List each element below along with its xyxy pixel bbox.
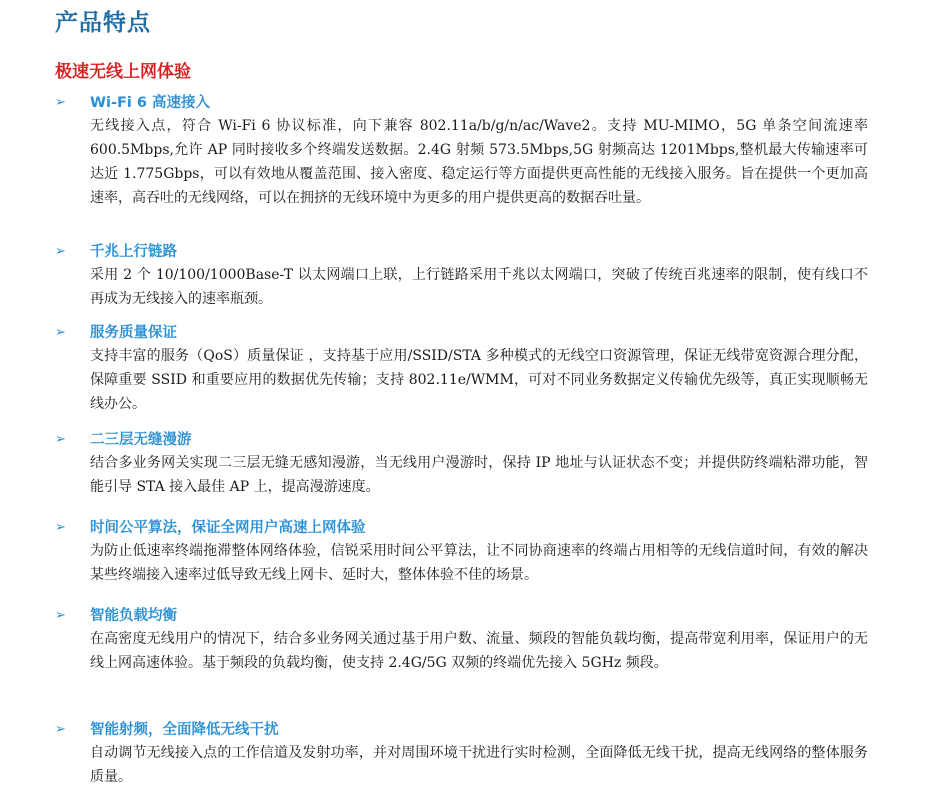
bullet-arrow-icon: ➢ — [55, 95, 66, 110]
feature-wifi6 — [55, 92, 875, 210]
feature-body: 自动调节无线接入点的工作信道及发射功率，并对周围环境干扰进行实时检测，全面降低无线干扰，提高无线网络的整体服务质量。 — [90, 745, 868, 785]
bullet-arrow-icon: ➢ — [55, 325, 66, 340]
feature-title: 千兆上行链路 — [90, 244, 177, 260]
feature-load-balancing — [55, 605, 875, 675]
page-title: 产品特点 — [55, 10, 151, 36]
feature-body: 为防止低速率终端拖滞整体网络体验，信锐采用时间公平算法，让不同协商速率的终端占用相等的无线信道时间，有效的解决某些终端接入速率过低导致无线上网卡、延时大，整体体验不佳的场景。 — [90, 543, 868, 583]
feature-gigabit-uplink — [55, 241, 875, 311]
feature-body: 采用 2 个 10/100/1000Base-T 以太网端口上联，上行链路采用千兆以太网端口，突破了传统百兆速率的限制，使有线口不再成为无线接入的速率瓶颈。 — [90, 267, 868, 307]
bullet-arrow-icon: ➢ — [55, 722, 66, 737]
feature-title: 时间公平算法，保证全网用户高速上网体验 — [90, 520, 366, 536]
feature-title: 智能射频，全面降低无线干扰 — [90, 722, 279, 738]
feature-body: 结合多业务网关实现二三层无缝无感知漫游，当无线用户漫游时，保持 IP 地址与认证状态不变；并提供防终端粘滞功能，智能引导 STA 接入最佳 AP 上，提高漫游速度。 — [90, 455, 868, 495]
feature-roaming — [55, 429, 875, 499]
feature-title: Wi-Fi 6 高速接入 — [90, 95, 211, 111]
feature-title: 二三层无缝漫游 — [90, 432, 192, 448]
feature-smart-rf — [55, 719, 875, 789]
feature-title: 服务质量保证 — [90, 325, 177, 341]
feature-title: 智能负载均衡 — [90, 608, 177, 624]
section-title: 极速无线上网体验 — [55, 62, 191, 82]
feature-qos — [55, 322, 875, 416]
bullet-arrow-icon: ➢ — [55, 432, 66, 447]
feature-airtime-fairness — [55, 517, 875, 587]
bullet-arrow-icon: ➢ — [55, 520, 66, 535]
bullet-arrow-icon: ➢ — [55, 608, 66, 623]
feature-body: 无线接入点，符合 Wi-Fi 6 协议标准，向下兼容 802.11a/b/g/n/ac/Wave2。支持 MU-MIMO，5G 单条空间流速率 600.5Mbps,允许 AP 同时接收多个终端发送数据。2.4G 射频 573.5Mbps,5G 射频高达 1201Mbps,整机最大传输速率可达近 1.775Gbps，可以有效地从覆盖范围、接入密度、稳定运行等方面提供更高性能的无线接入服务。旨在提供一个更加高速率，高吞吐的无线网络，可以在拥挤的无线环境中为更多的用户提供更高的数据吞吐量。 — [90, 118, 868, 206]
feature-body: 在高密度无线用户的情况下，结合多业务网关通过基于用户数、流量、频段的智能负载均衡，提高带宽利用率，保证用户的无线上网高速体验。基于频段的负载均衡，使支持 2.4G/5G 双频的终端优先接入 5GHz 频段。 — [90, 631, 868, 671]
feature-body: 支持丰富的服务（QoS）质量保证 ，支持基于应用/SSID/STA 多种模式的无线空口资源管理，保证无线带宽资源合理分配，保障重要 SSID 和重要应用的数据优先传输；支持 802.11e/WMM，可对不同业务数据定义传输优先级等，真正实现顺畅无线办公。 — [90, 348, 868, 412]
bullet-arrow-icon: ➢ — [55, 244, 66, 259]
